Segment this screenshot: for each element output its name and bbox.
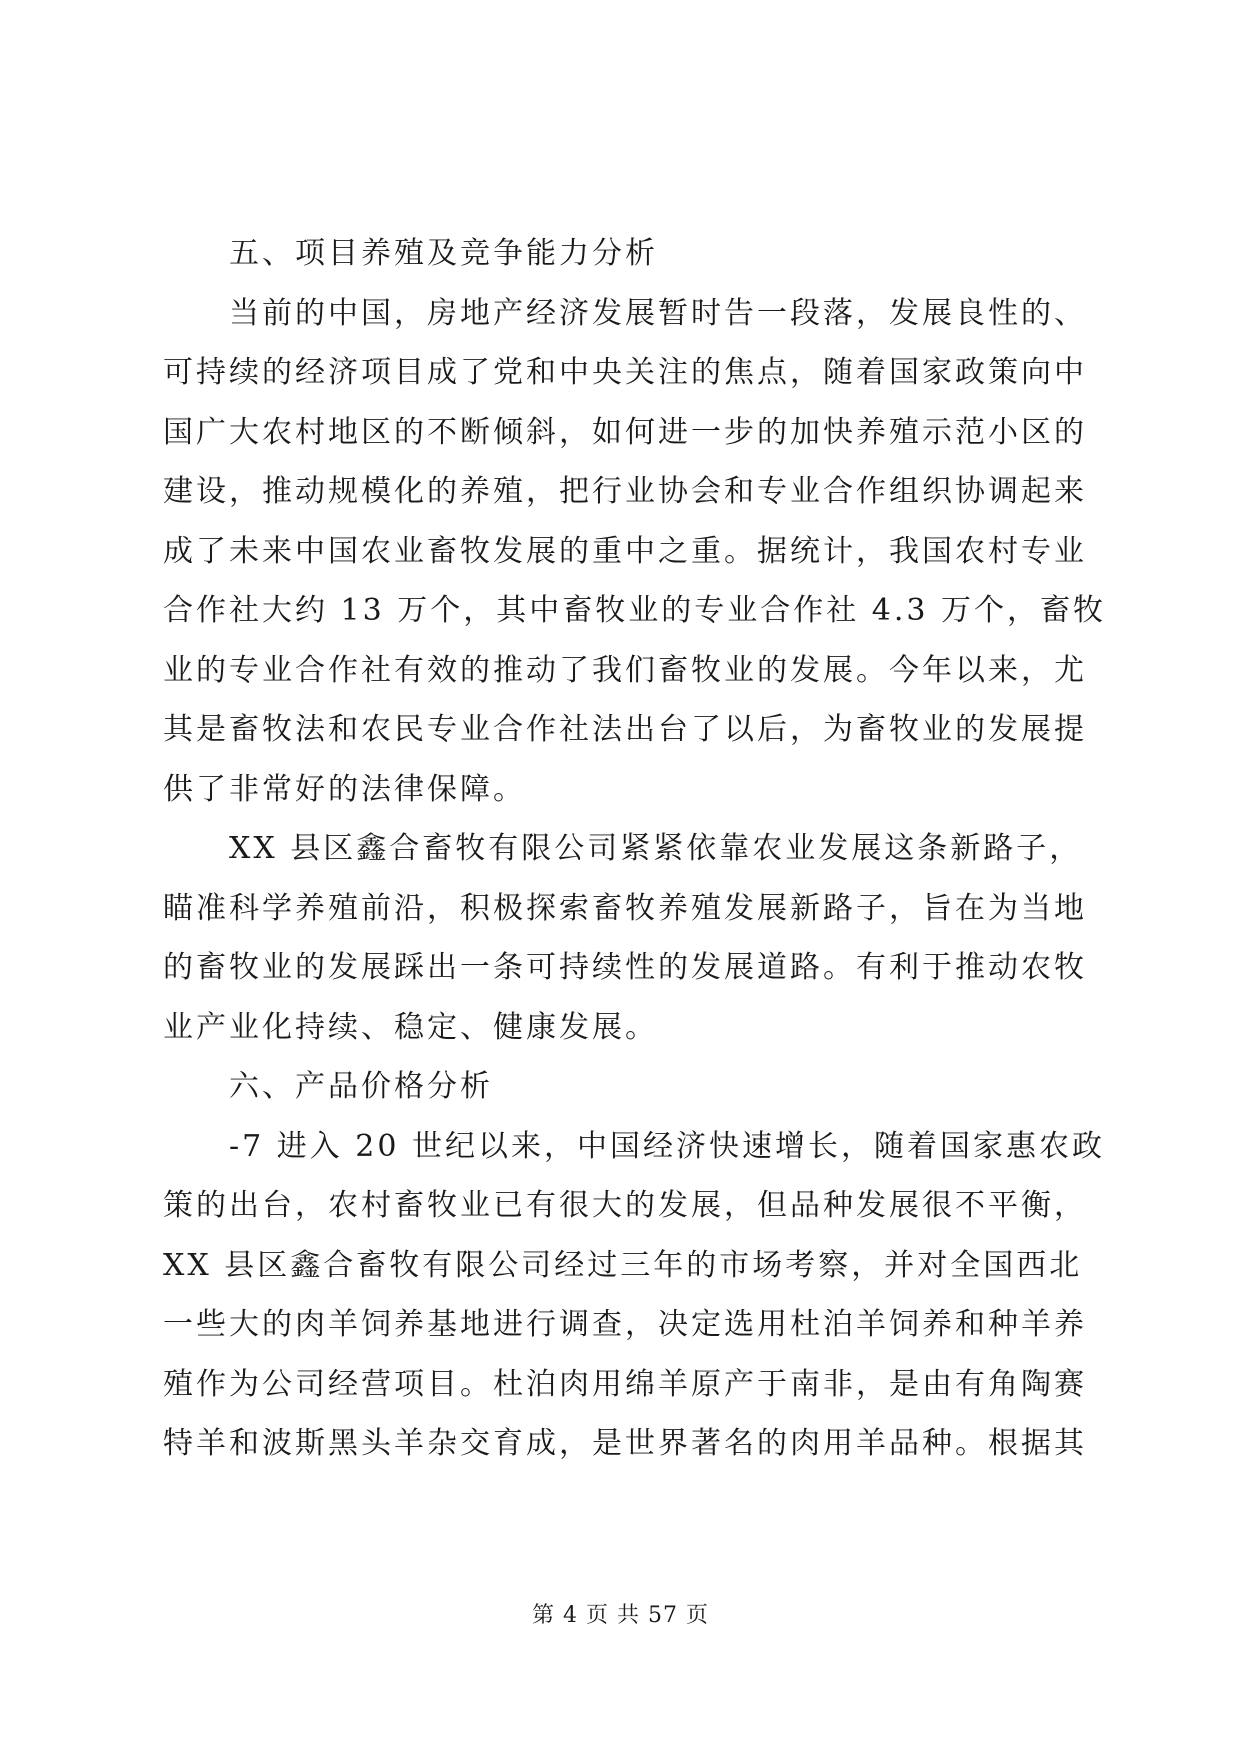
paragraph-line: 业的专业合作社有效的推动了我们畜牧业的发展。今年以来，尤: [163, 652, 1087, 688]
paragraph-line: 成了未来中国农业畜牧发展的重中之重。据统计，我国农村专业: [163, 533, 1087, 569]
paragraph-line: 合作社大约 13 万个，其中畜牧业的专业合作社 4.3 万个，畜牧: [163, 593, 1107, 628]
paragraph-line: 策的出台，农村畜牧业已有很大的发展，但品种发展很不平衡，: [163, 1188, 1087, 1223]
paragraph-line: 特羊和波斯黑头羊杂交育成，是世界著名的肉用羊品种。根据其: [163, 1426, 1087, 1461]
paragraph-line: 当前的中国，房地产经济发展暂时告一段落，发展良性的、: [229, 295, 1087, 331]
paragraph-line: XX 县区鑫合畜牧有限公司紧紧依靠农业发展这条新路子，: [229, 831, 1083, 866]
paragraph-line: 国广大农村地区的不断倾斜，如何进一步的加快养殖示范小区的: [163, 414, 1087, 450]
paragraph-line: XX 县区鑫合畜牧有限公司经过三年的市场考察，并对全国西北: [163, 1247, 1083, 1283]
paragraph-line: -7 进入 20 世纪以来，中国经济快速增长，随着国家惠农政: [229, 1128, 1106, 1164]
paragraph-line: 的畜牧业的发展踩出一条可持续性的发展道路。有利于推动农牧: [163, 950, 1087, 985]
page-number-footer: 第 4 页 共 57 页: [532, 1603, 709, 1628]
paragraph-line: 瞄准科学养殖前沿，积极探索畜牧养殖发展新路子，旨在为当地: [163, 890, 1087, 926]
paragraph-line: 供了非常好的法律保障。: [163, 771, 526, 807]
paragraph-line: 一些大的肉羊饲养基地进行调查，决定选用杜泊羊饲养和种羊养: [163, 1307, 1087, 1342]
section-heading-6: 六、产品价格分析: [229, 1069, 493, 1104]
document-body: [163, 224, 1107, 1474]
paragraph-line: 业产业化持续、稳定、健康发展。: [163, 1009, 658, 1045]
paragraph-line: 建设，推动规模化的养殖，把行业协会和专业合作组织协调起来: [163, 474, 1087, 509]
paragraph-line: 可持续的经济项目成了党和中央关注的焦点，随着国家政策向中: [163, 355, 1087, 390]
paragraph-line: 其是畜牧法和农民专业合作社法出台了以后，为畜牧业的发展提: [163, 712, 1087, 747]
section-heading-5: 五、项目养殖及竞争能力分析: [229, 236, 658, 271]
paragraph-line: 殖作为公司经营项目。杜泊肉用绵羊原产于南非，是由有角陶赛: [163, 1366, 1087, 1402]
